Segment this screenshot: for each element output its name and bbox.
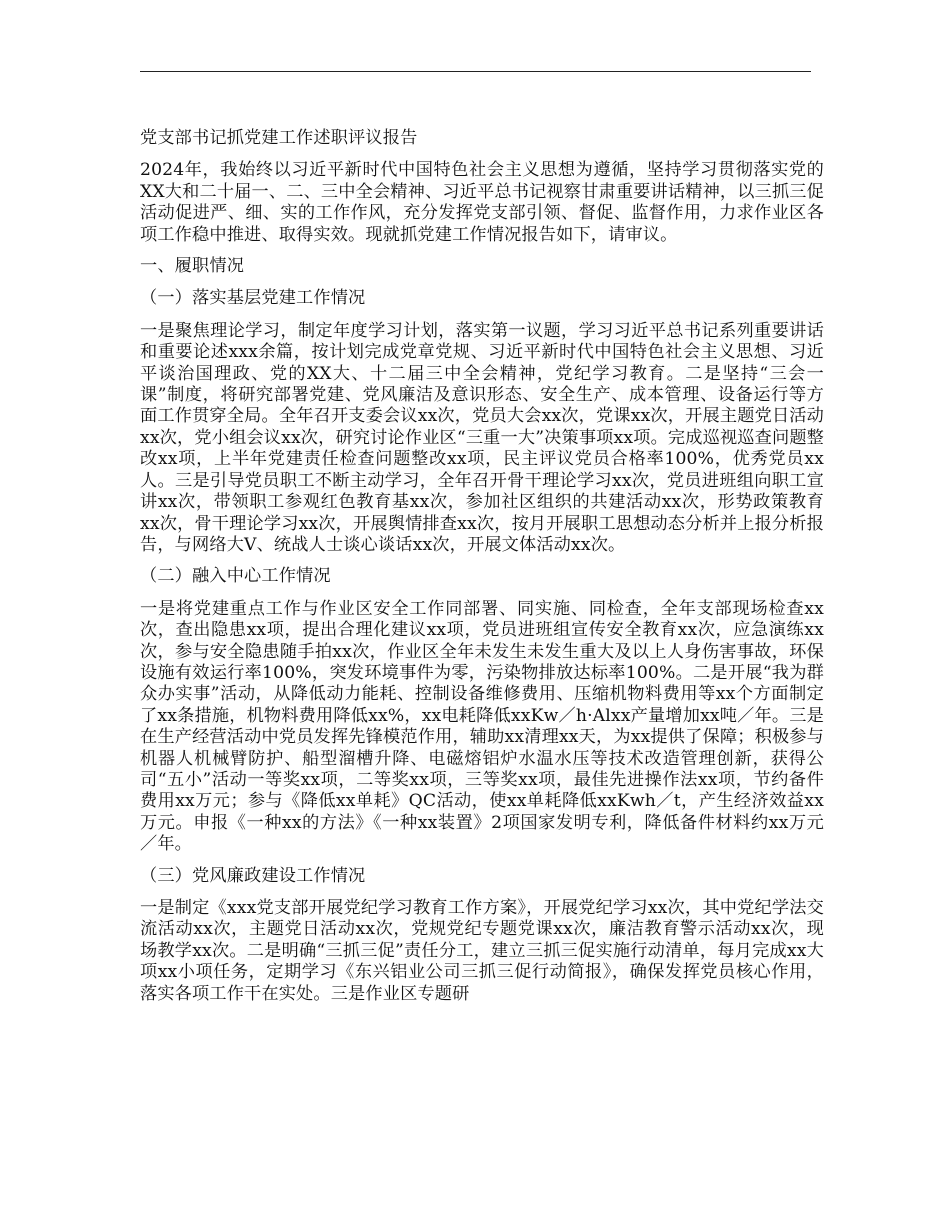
paragraph-party-building: 一是聚焦理论学习，制定年度学习计划，落实第一议题，学习习近平总书记系列重要讲话和重要论述xxx余篇，按计划完成党章党规、习近平新时代中国特色社会主义思想、习近平谈治国理政、党的XX大、十二届三中全会精神，党纪学习教育。二是坚持“三会一课”制度，将研究部署党建、党风廉洁及意识形态、安全生产、成本管理、设备运行等方面工作贯穿全局。全年召开支委会议xx次，党员大会xx次，党课xx次，开展主题党日活动xx次，党小组会议xx次，研究讨论作业区“三重一大”决策事项xx项。完成巡视巡查问题整改xx项，上半年党建责任检查问题整改xx项，民主评议党员合格率100%，优秀党员xx人。三是引导党员职工不断主动学习，全年召开骨干理论学习xx次，党员进班组向职工宣讲xx次，带领职工参观红色教育基xx次，参加社区组织的共建活动xx次，形势政策教育xx次，骨干理论学习xx次，开展舆情排查xx次，按月开展职工思想动态分析并上报分析报告，与网络大V、统战人士谈心谈话xx次，开展文体活动xx次。: [140, 320, 824, 555]
paragraph-integrity: 一是制定《xxx党支部开展党纪学习教育工作方案》，开展党纪学习xx次，其中党纪学法交流活动xx次，主题党日活动xx次，党规党纪专题党课xx次，廉洁教育警示活动xx次，现场教学xx次。二是明确“三抓三促”责任分工，建立三抓三促实施行动清单，每月完成xx大项xx小项任务，定期学习《东兴铝业公司三抓三促行动简报》，确保发挥党员核心作用，落实各项工作干在实处。三是作业区专题研: [140, 898, 824, 1004]
subsection-heading-party-building: （一）落实基层党建工作情况: [140, 288, 366, 309]
intro-paragraph: 2024年，我始终以习近平新时代中国特色社会主义思想为遵循，坚持学习贯彻落实党的XX大和二十届一、二、三中全会精神、习近平总书记视察甘肃重要讲话精神，以三抓三促活动促进严、细、实的工作作风，充分发挥党支部引领、督促、监督作用，力求作业区各项工作稳中推进、取得实效。现就抓党建工作情况报告如下，请审议。: [140, 160, 824, 245]
section-heading-duty: 一、履职情况: [140, 256, 245, 277]
header-rule: [140, 71, 811, 72]
subsection-heading-integrity: （三）党风廉政建设工作情况: [140, 865, 366, 886]
document-title: 党支部书记抓党建工作述职评议报告: [140, 128, 418, 148]
subsection-heading-central-work: （二）融入中心工作情况: [140, 566, 331, 587]
document-body: [140, 128, 824, 1015]
paragraph-central-work: 一是将党建重点工作与作业区安全工作同部署、同实施、同检查，全年支部现场检查xx次，查出隐患xx项，提出合理化建议xx项，党员进班组宣传安全教育xx次，应急演练xx次，参与安全隐患随手拍xx次，作业区全年未发生未发生重大及以上人身伤害事故，环保设施有效运行率100%，突发环境事件为零，污染物排放达标率100%。二是开展“我为群众办实事”活动，从降低动力能耗、控制设备维修费用、压缩机物料费用等xx个方面制定了xx条措施，机物料费用降低xx%，xx电耗降低xxKw／h·Alxx产量增加xx吨／年。三是在生产经营活动中党员发挥先锋模范作用，辅助xx清理xx天，为xx提供了保障；积极参与机器人机械臂防护、船型溜槽升降、电磁熔铝炉水温水压等技术改造管理创新，获得公司“五小”活动一等奖xx项，二等奖xx项，三等奖xx项，最佳先进操作法xx项，节约备件费用xx万元；参与《降低xx单耗》QC活动，使xx单耗降低xxKwh／t，产生经济效益xx万元。申报《一种xx的方法》《一种xx装置》2项国家发明专利，降低备件材料约xx万元／年。: [140, 598, 824, 855]
